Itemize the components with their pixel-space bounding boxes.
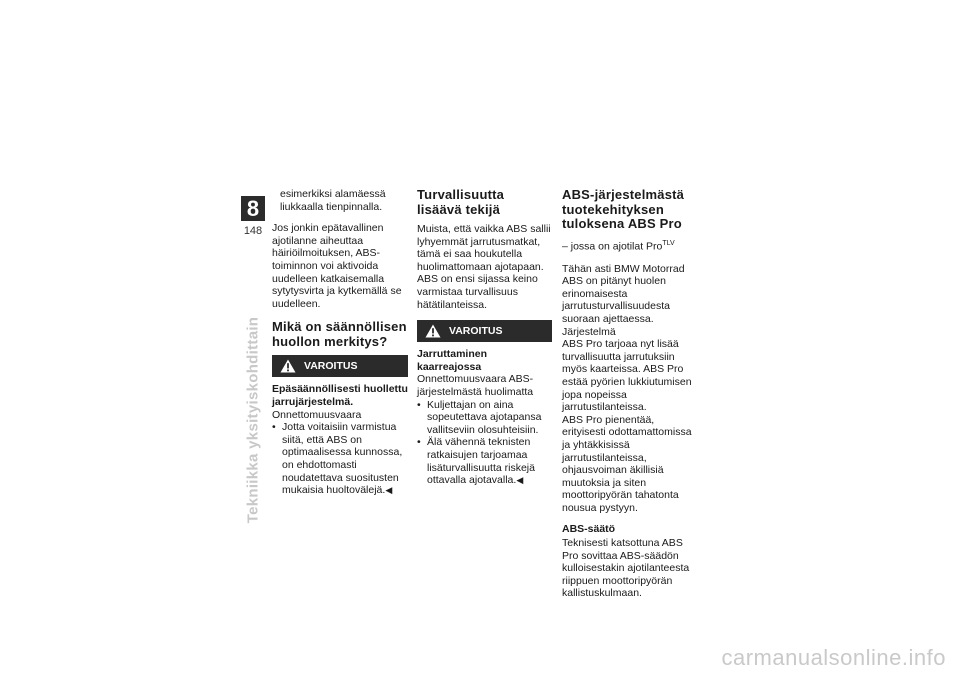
bullet-list — [272, 421, 408, 497]
subheading: ABS-säätö — [562, 523, 616, 536]
paragraph: Muista, että vaikka ABS sallii lyhyemmät jarrutusmatkat, tämä ei saa houkutella huolimattomaan ajotapaan. ABS on ensi sijassa keino varmistaa turvallisuus hätätilanteissa. — [417, 223, 551, 311]
end-mark-icon: ◀ — [385, 485, 393, 496]
warning-label: VAROITUS — [449, 324, 503, 337]
column-2 — [417, 188, 552, 493]
section-heading: ABS-järjestelmästä tuotekehityksen tuloksena ABS Pro — [562, 187, 685, 231]
page-number: 148 — [243, 225, 263, 237]
paragraph: ABS Pro tarjoaa nyt lisää turvallisuutta jarrutuksiin myös kaarteissa. ABS Pro estää pyörien lukkiutumisen jopa nopeissa jarrutustilanteissa. — [562, 338, 692, 414]
list-item: • Älä vähennä teknisten ratkaisujen tarjoamaa lisäturvallisuutta riskejä ottavalla ajotavalla.◀ — [417, 436, 552, 486]
warning-triangle-icon — [280, 359, 296, 373]
warning-bar — [417, 320, 552, 342]
bullet-list — [417, 399, 552, 487]
paragraph: Tähän asti BMW Motorrad ABS on pitänyt huolen erinomaisesta jarrutusturvallisuudesta suoraan ajettaessa. Järjestelmä — [562, 262, 685, 338]
warning-text: Onnettomuusvaara ABS-järjestelmästä huolimatta — [417, 373, 534, 398]
column-1 — [272, 188, 408, 503]
tlv-superscript: TLV — [662, 239, 675, 247]
column-3 — [562, 188, 700, 609]
warning-title: Epäsäännöllisesti huollettu jarrujärjestelmä. — [272, 383, 408, 408]
warning-danger: Onnettomuusvaara — [272, 408, 362, 421]
section-heading: Turvallisuutta lisäävä tekijä — [417, 187, 505, 217]
riding-modes-note: – jossa on ajotilat Pro$^{TLV}$ — [562, 239, 675, 252]
watermark: carmanualsonline.info — [721, 645, 946, 670]
paragraph: Teknisesti katsottuna ABS Pro sovittaa ABS-säädön kulloisestakin ajotilanteesta riippuen moottoripyörän kallistuskulmaan. — [562, 537, 690, 600]
warning-triangle-icon — [425, 324, 441, 338]
section-heading: Mikä on säännöllisen huollon merkitys? — [272, 319, 407, 349]
warning-label: VAROITUS — [304, 360, 358, 373]
intro-text: esimerkiksi alamäessä liukkaalla tienpinnalla. — [280, 188, 386, 213]
side-title: Tekniikka yksityiskohdittain — [244, 316, 262, 524]
warning-title: Jarruttaminen kaarreajossa — [417, 348, 488, 373]
warning-bar — [272, 355, 408, 377]
list-item: • Jotta voitaisiin varmistua siitä, että ABS on optimaalisessa kunnossa, on ehdottomasti noudatettava suositusten mukaisia huoltovälejä.◀ — [272, 421, 408, 497]
list-item: • Kuljettajan on aina sopeutettava ajotapansa vallitseviin olosuhteisiin. — [417, 399, 552, 437]
chapter-number: 8 — [241, 196, 265, 221]
paragraph: ABS Pro pienentää, erityisesti odottamattomissa ja yhtäkkisissä jarrutustilanteissa, ohjausvoiman äkillisiä muutoksia ja siten moottoripyörän tahatonta nousua pystyyn. — [562, 413, 692, 514]
paragraph: Jos jonkin epätavallinen ajotilanne aiheuttaa häiriöilmoituksen, ABS-toiminnon voi aktivoida uudelleen katkaisemalla sytytysvirta ja kytkemällä se uudelleen. — [272, 222, 402, 310]
end-mark-icon: ◀ — [516, 475, 524, 486]
